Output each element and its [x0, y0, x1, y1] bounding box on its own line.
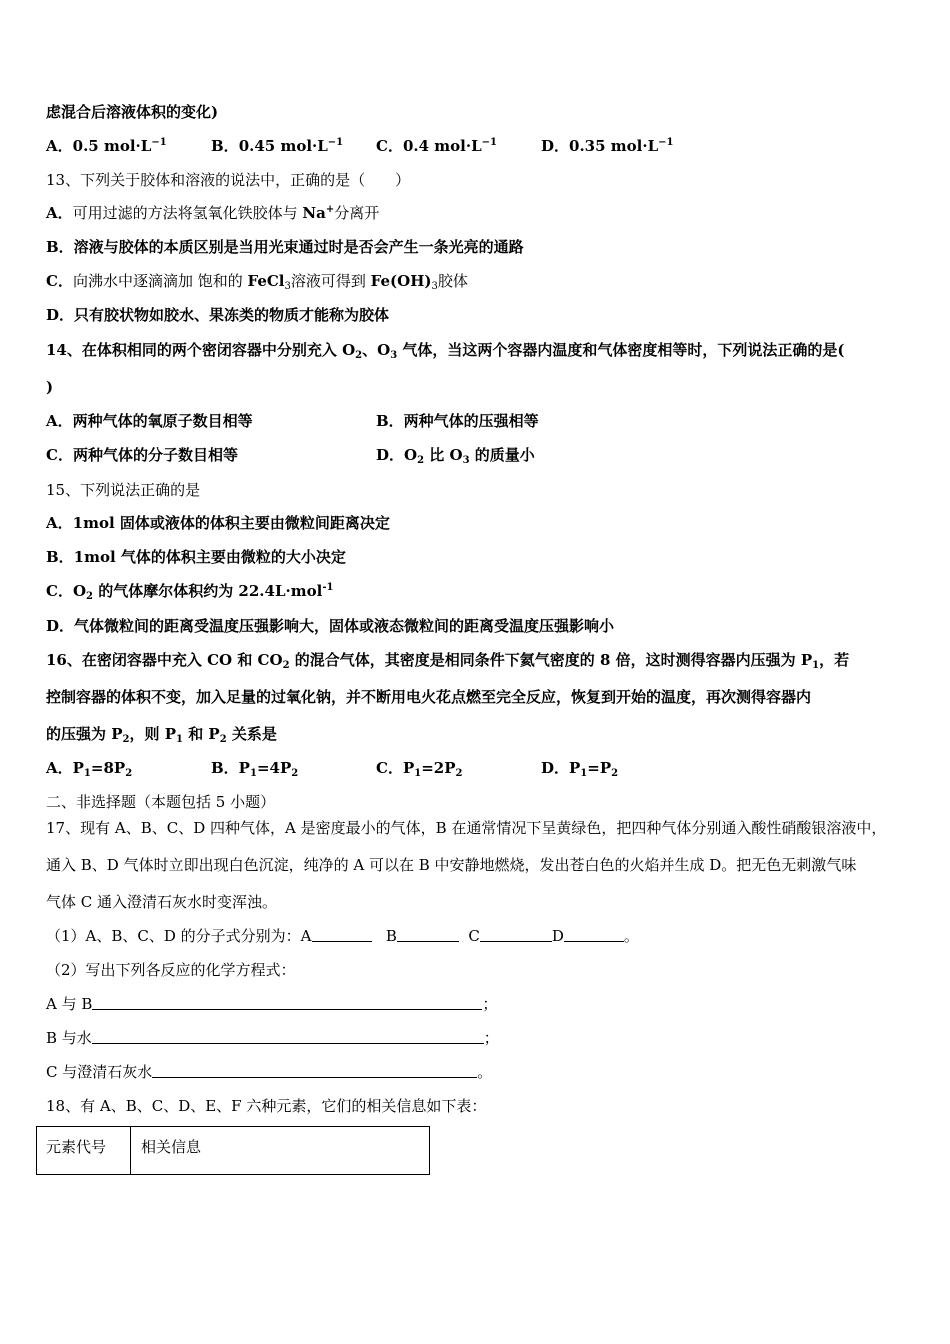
q13-option-b: B．溶液与胶体的本质区别是当用光束通过时是否会产生一条光亮的通路 [46, 238, 524, 256]
q14-stem: 14、在体积相同的两个密闭容器中分别充入 $O_2$、$O_3$ 气体，当这两个容器内温度和气体密度相等时，下列说法正确的是( [46, 341, 845, 361]
q14-option-b: B．两种气体的压强相等 [376, 412, 539, 430]
q17-reaction-3: C 与澄清石灰水 。 [46, 1063, 493, 1081]
q15-option-c: C．$O_2$ 的气体摩尔体积约为 22.4L·mol$^{-1}$ [46, 582, 334, 602]
q16-stem-line3: 的压强为 $P_2$，则 $P_1$ 和 $P_2$ 关系是 [46, 725, 277, 745]
q17-stem-line2: 通入 B、D 气体时立即出现白色沉淀，纯净的 A 可以在 B 中安静地燃烧，发出苍白色的火焰并生成 D。把无色无刺激气味 [46, 856, 857, 874]
q12-option-c: C．0.4 $mol\cdot L^{-1}$ [376, 137, 497, 155]
answer-blank-ab[interactable] [92, 994, 482, 1010]
q17-stem-line1: 17、现有 A、B、C、D 四种气体，A 是密度最小的气体，B 在通常情况下呈黄绿色，把四种气体分别通入酸性硝酸银溶液中， [46, 819, 887, 837]
q18-stem: 18、有 A、B、C、D、E、F 六种元素，它们的相关信息如下表： [46, 1097, 487, 1115]
element-info-table [36, 1126, 430, 1175]
q16-option-c: C．$P_1=2P_2$ [376, 759, 463, 779]
q17-part1: （1）A、B、C、D 的分子式分别为：A B C D 。 [46, 927, 639, 945]
answer-blank-b-water[interactable] [92, 1028, 484, 1044]
q16-stem-line1: 16、在密闭容器中充入 CO 和 $CO_2$ 的混合气体，其密度是相同条件下氦气密度的 8 倍，这时测得容器内压强为 $P_1$，若 [46, 651, 850, 671]
q14-option-c: C．两种气体的分子数目相等 [46, 446, 238, 464]
q14-stem-end: ) [46, 378, 54, 396]
table-header-info: 相关信息 [141, 1138, 202, 1156]
answer-blank-b[interactable] [397, 926, 459, 942]
q16-option-d: D．$P_1=P_2$ [541, 759, 619, 779]
section-heading: 二、非选择题（本题包括 5 小题） [46, 793, 276, 811]
q13-option-a: A．可用过滤的方法将氢氧化铁胶体与 Na+分离开 [46, 204, 380, 222]
answer-blank-c[interactable] [480, 926, 552, 942]
q12-option-d: D．0.35 $mol\cdot L^{-1}$ [541, 137, 674, 155]
q17-stem-line3: 气体 C 通入澄清石灰水时变浑浊。 [46, 893, 278, 911]
q17-reaction-1: A 与 B ； [46, 995, 498, 1013]
q17-reaction-2: B 与水 ； [46, 1029, 499, 1047]
q15-option-a: A．1mol 固体或液体的体积主要由微粒间距离决定 [46, 514, 390, 532]
q14-option-d: D．$O_2$ 比 $O_3$ 的质量小 [376, 446, 535, 466]
q12-option-a: A．0.5 $mol\cdot L^{-1}$ [46, 137, 167, 155]
q12-option-b: B．0.45 $mol\cdot L^{-1}$ [211, 137, 344, 155]
q13-option-d: D．只有胶状物如胶水、果冻类的物质才能称为胶体 [46, 306, 390, 324]
q16-option-b: B．$P_1=4P_2$ [211, 759, 299, 779]
q13-option-c: C．向沸水中逐滴滴加 饱和的 FeCl$_3$溶液可得到 $Fe(OH)_3$胶体 [46, 272, 468, 292]
q17-part2: （2）写出下列各反应的化学方程式： [46, 961, 296, 979]
answer-blank-d[interactable] [564, 926, 624, 942]
q15-stem: 15、下列说法正确的是 [46, 481, 201, 499]
table-header-element-code: 元素代号 [46, 1138, 107, 1156]
q15-option-b: B．1mol 气体的体积主要由微粒的大小决定 [46, 548, 346, 566]
answer-blank-c-limewater[interactable] [152, 1062, 477, 1078]
q16-option-a: A．$P_1=8P_2$ [46, 759, 133, 779]
q13-stem: 13、下列关于胶体和溶液的说法中，正确的是（ ） [46, 171, 411, 189]
q14-option-a: A．两种气体的氧原子数目相等 [46, 412, 253, 430]
q12-tail: 虑混合后溶液体积的变化) [46, 103, 219, 121]
q15-option-d: D．气体微粒间的距离受温度压强影响大，固体或液态微粒间的距离受温度压强影响小 [46, 617, 615, 635]
q16-stem-line2: 控制容器的体积不变，加入足量的过氧化钠，并不断用电火花点燃至完全反应，恢复到开始的温度，再次测得容器内 [46, 688, 812, 706]
answer-blank-a[interactable] [312, 926, 372, 942]
